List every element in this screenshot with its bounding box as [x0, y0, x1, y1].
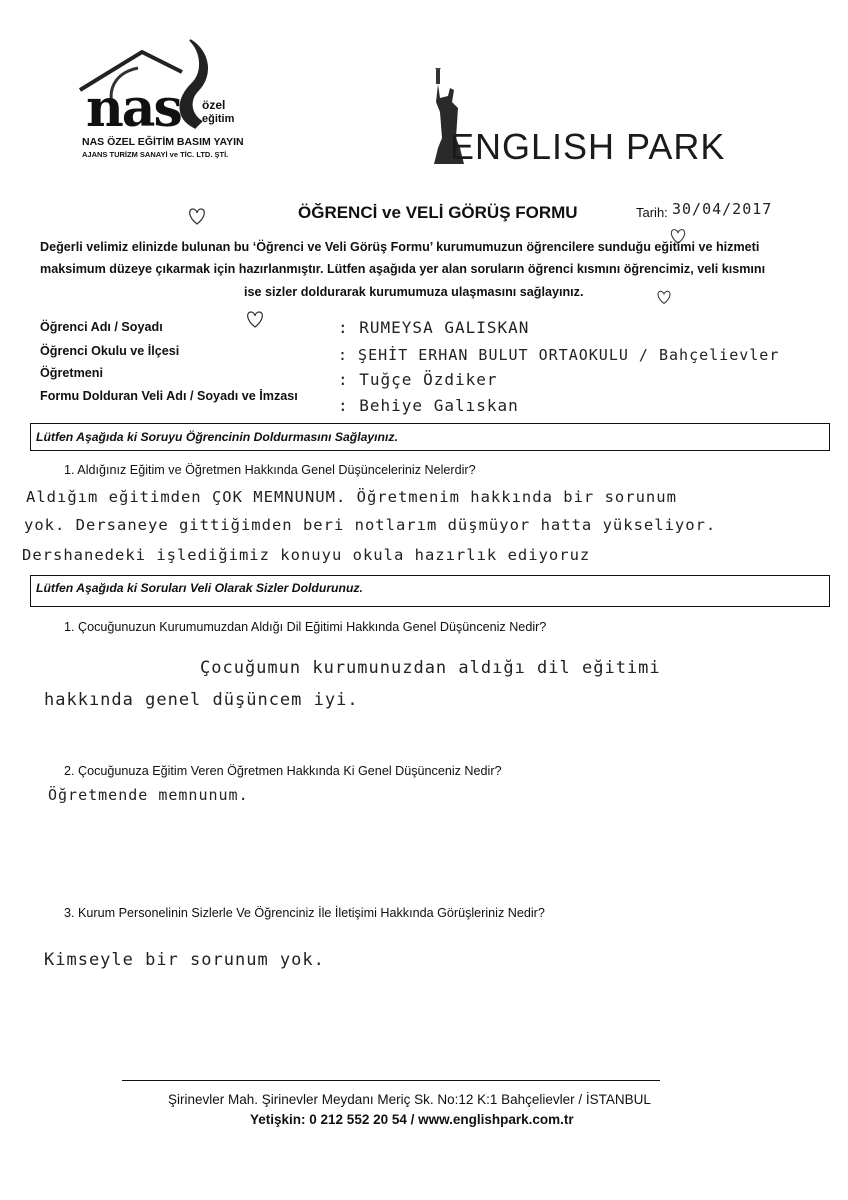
student-answer-1-line-1[interactable]: Aldığım eğitimden ÇOK MEMNUNUM. Öğretmenim hakkında bir sorunum [26, 488, 677, 506]
english-park-wordmark: ENGLISH PARK [450, 126, 726, 167]
form-title: ÖĞRENCİ ve VELİ GÖRÜŞ FORMU [298, 203, 578, 222]
student-school-label: Öğrenci Okulu ve İlçesi [40, 344, 180, 358]
student-school-value[interactable]: : ŞEHİT ERHAN BULUT ORTAOKULU / Bahçelievler [338, 346, 780, 364]
parent-question-3: 3. Kurum Personelinin Sizlerle Ve Öğrenciniz İle İletişimi Hakkında Görüşleriniz Nedir? [64, 906, 545, 920]
parent-section-header [30, 575, 830, 607]
logo-company-line2: AJANS TURİZM SANAYİ ve TİC. LTD. ŞTİ. [82, 150, 229, 159]
english-park-logo [430, 68, 780, 178]
student-question-1: 1. Aldığınız Eğitim ve Öğretmen Hakkında Genel Düşünceleriniz Nelerdir? [64, 463, 476, 477]
nas-wordmark: nas [86, 78, 181, 139]
parent-question-1: 1. Çocuğunuzun Kurumumuzdan Aldığı Dil Eğitimi Hakkında Genel Düşünceniz Nedir? [64, 620, 547, 634]
parent-name-label: Formu Dolduran Veli Adı / Soyadı ve İmzası [40, 389, 298, 403]
intro-line-3: ise sizler doldurarak kurumumuza ulaşmasını sağlayınız. [244, 285, 584, 299]
student-answer-1-line-3[interactable]: Dershanedeki işlediğimiz konuyu okula hazırlık ediyoruz [22, 546, 591, 564]
parent-section-header-text: Lütfen Aşağıda ki Soruları Veli Olarak Sizler Doldurunuz. [36, 581, 363, 595]
parent-answer-1-line-1[interactable]: Çocuğumun kurumunuzdan aldığı dil eğitimi [200, 658, 661, 678]
teacher-label: Öğretmeni [40, 366, 103, 380]
intro-line-1: Değerli velimiz elinizde bulunan bu ‘Öğrenci ve Veli Görüş Formu’ kurumumuzun öğrencilere sunduğu eğitimi ve hizmeti [40, 240, 760, 254]
date-value[interactable]: 30/04/2017 [672, 200, 773, 218]
heart-doodle-icon [655, 288, 673, 306]
parent-answer-3[interactable]: Kimseyle bir sorunum yok. [44, 950, 325, 970]
heart-doodle-icon [244, 308, 266, 330]
student-answer-1-line-2[interactable]: yok. Dersaneye gittiğimden beri notlarım düşmüyor hatta yükseliyor. [24, 516, 717, 534]
footer-address: Şirinevler Mah. Şirinevler Meydanı Meriç Sk. No:12 K:1 Bahçelievler / İSTANBUL [168, 1092, 651, 1107]
student-name-label: Öğrenci Adı / Soyadı [40, 320, 163, 334]
student-name-value[interactable]: : RUMEYSA GALISKAN [338, 318, 530, 337]
logo-company-line1: NAS ÖZEL EĞİTİM BASIM YAYIN [82, 136, 244, 148]
parent-answer-1-line-2[interactable]: hakkında genel düşüncem iyi. [44, 690, 359, 710]
logo-egitim-text: eğitim [202, 113, 235, 125]
student-section-header-text: Lütfen Aşağıda ki Soruyu Öğrencinin Doldurmasını Sağlayınız. [36, 430, 398, 444]
footer-contact[interactable]: Yetişkin: 0 212 552 20 54 / www.englishpark.com.tr [250, 1112, 574, 1127]
footer-divider [122, 1080, 660, 1081]
parent-question-2: 2. Çocuğunuza Eğitim Veren Öğretmen Hakkında Ki Genel Düşünceniz Nedir? [64, 764, 502, 778]
nas-logo [78, 38, 278, 198]
heart-doodle-icon [186, 205, 208, 227]
date-label: Tarih: [636, 205, 668, 220]
parent-answer-2[interactable]: Öğretmende memnunum. [48, 786, 249, 804]
teacher-value[interactable]: : Tuğçe Özdiker [338, 370, 498, 389]
student-section-header [30, 423, 830, 451]
intro-line-2: maksimum düzeye çıkarmak için hazırlanmıştır. Lütfen aşağıda yer alan soruların öğrenci kısmını öğrencimiz, veli kısmını [40, 262, 766, 276]
parent-name-value[interactable]: : Behiye Galıskan [338, 396, 519, 415]
logo-ozel-text: özel [202, 98, 226, 112]
